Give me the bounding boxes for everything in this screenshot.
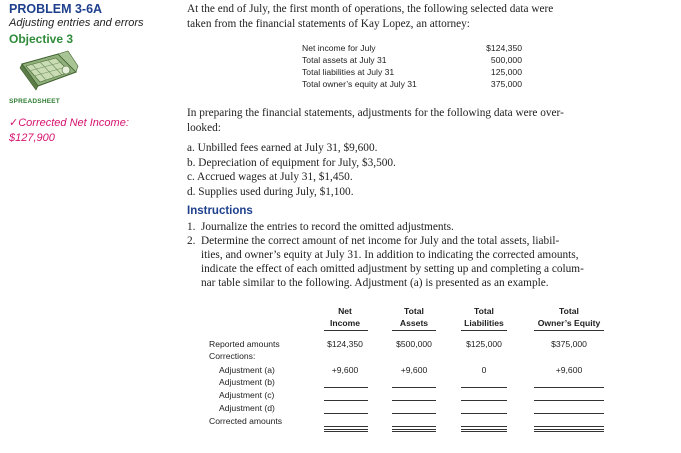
intro-line: At the end of July, the first month of operations, the following selected data were	[187, 3, 554, 15]
data-value: $124,350	[486, 43, 522, 53]
instructions-heading: Instructions	[187, 205, 253, 217]
data-value: 375,000	[490, 79, 522, 89]
header-underline	[534, 330, 604, 331]
row-label-adjustment-b: Adjustment (b)	[219, 377, 275, 387]
data-value: 125,000	[490, 67, 522, 77]
data-label: Total owner’s equity at July 31	[302, 79, 417, 89]
problem-subtitle: Adjusting entries and errors	[9, 17, 144, 29]
reported-net-income: $124,350	[327, 339, 363, 349]
blank-line	[534, 413, 604, 414]
column-header-line: Assets	[399, 318, 429, 328]
step-text-line: Determine the correct amount of net income for July and the total assets, liabil-	[201, 235, 560, 247]
double-underline	[324, 429, 368, 432]
blank-line	[324, 400, 368, 401]
column-header-line: Liabilities	[464, 318, 504, 328]
row-label-corrected: Corrected amounts	[209, 416, 283, 426]
blank-line	[324, 387, 368, 388]
row-label-corrections: Corrections:	[209, 351, 256, 361]
corrected-note-label: ✓Corrected Net Income:	[9, 117, 129, 129]
step-text-line: ities, and owner’s equity at July 31. In addition to indicating the corrected amounts,	[201, 249, 579, 261]
corrected-note-value: $127,900	[9, 132, 55, 144]
list-item: a. Unbilled fees earned at July 31, $9,600.	[187, 142, 378, 154]
reported-owners-equity: $375,000	[551, 339, 587, 349]
adj-a-total-assets: +9,600	[400, 365, 428, 375]
list-item: d. Supplies used during July, $1,100.	[187, 186, 354, 199]
step-number: 2.	[187, 235, 196, 247]
instructions-list	[187, 220, 657, 290]
adj-a-owners-equity: +9,600	[555, 365, 583, 375]
blank-line	[324, 426, 368, 427]
blank-line	[392, 400, 436, 401]
list-item: c. Accrued wages at July 31, $1,450.	[187, 171, 353, 184]
adjustment-items-list	[187, 141, 657, 200]
blank-line	[392, 387, 436, 388]
double-underline	[461, 429, 507, 432]
column-header-line: Total	[559, 306, 579, 316]
adj-a-total-liabilities: 0	[481, 365, 487, 375]
column-header-net-income	[318, 305, 372, 329]
step-number: 1.	[187, 221, 196, 233]
reported-total-liabilities: $125,000	[466, 339, 502, 349]
intro-paragraph	[187, 2, 657, 32]
blank-line	[534, 426, 604, 427]
row-label-adjustment-c: Adjustment (c)	[219, 390, 275, 400]
blank-line	[534, 400, 604, 401]
column-header-line: Income	[329, 318, 361, 328]
blank-line	[461, 413, 507, 414]
row-label-reported: Reported amounts	[209, 339, 280, 349]
data-row	[302, 54, 522, 66]
spreadsheet-label: SPREADSHEET	[9, 98, 60, 105]
data-row	[302, 42, 522, 54]
paragraph-line: In preparing the financial statements, adjustments for the following data were over-	[187, 107, 564, 119]
step-text-line: nar table similar to the following. Adjustment (a) is presented as an example.	[201, 277, 549, 289]
intro-line: taken from the financial statements of Kay Lopez, an attorney:	[187, 18, 470, 30]
row-label-adjustment-d: Adjustment (d)	[219, 403, 275, 413]
blank-line	[461, 400, 507, 401]
column-header-line: Net	[338, 306, 352, 316]
data-value: 500,000	[490, 55, 522, 65]
data-label: Total assets at July 31	[302, 55, 387, 65]
paragraph-line: looked:	[187, 122, 221, 134]
blank-line	[392, 426, 436, 427]
oversight-paragraph	[187, 106, 657, 136]
column-header-line: Owner’s Equity	[537, 318, 601, 328]
data-row	[302, 78, 522, 90]
header-underline	[324, 330, 368, 331]
column-header-owners-equity	[528, 305, 610, 329]
blank-line	[461, 387, 507, 388]
header-underline	[461, 330, 507, 331]
data-label: Net income for July	[302, 43, 376, 53]
blank-line	[392, 413, 436, 414]
adj-a-net-income: +9,600	[331, 365, 359, 375]
objective-label: Objective 3	[9, 32, 74, 46]
spreadsheet-icon	[18, 50, 80, 92]
double-underline	[392, 429, 436, 432]
column-header-line: Total	[474, 306, 494, 316]
reported-total-assets: $500,000	[396, 339, 432, 349]
blank-line	[324, 413, 368, 414]
step-text-line: indicate the effect of each omitted adjustment by setting up and completing a colum-	[201, 263, 584, 275]
column-header-line: Total	[404, 306, 424, 316]
instruction-step-2	[187, 234, 657, 290]
financial-data-table	[302, 42, 522, 90]
step-text: Journalize the entries to record the omitted adjustments.	[201, 221, 454, 233]
column-header-total-liabilities	[454, 305, 514, 329]
double-underline	[534, 429, 604, 432]
blank-line	[461, 426, 507, 427]
header-underline	[392, 330, 436, 331]
corrected-net-income-note	[9, 116, 129, 146]
column-header-total-assets	[387, 305, 441, 329]
data-label: Total liabilities at July 31	[302, 67, 395, 77]
data-row	[302, 66, 522, 78]
list-item: b. Depreciation of equipment for July, $3,500.	[187, 156, 396, 169]
row-label-adjustment-a: Adjustment (a)	[219, 365, 275, 375]
blank-line	[534, 387, 604, 388]
problem-title: PROBLEM 3-6A	[9, 2, 103, 16]
instruction-step-1	[187, 220, 657, 234]
